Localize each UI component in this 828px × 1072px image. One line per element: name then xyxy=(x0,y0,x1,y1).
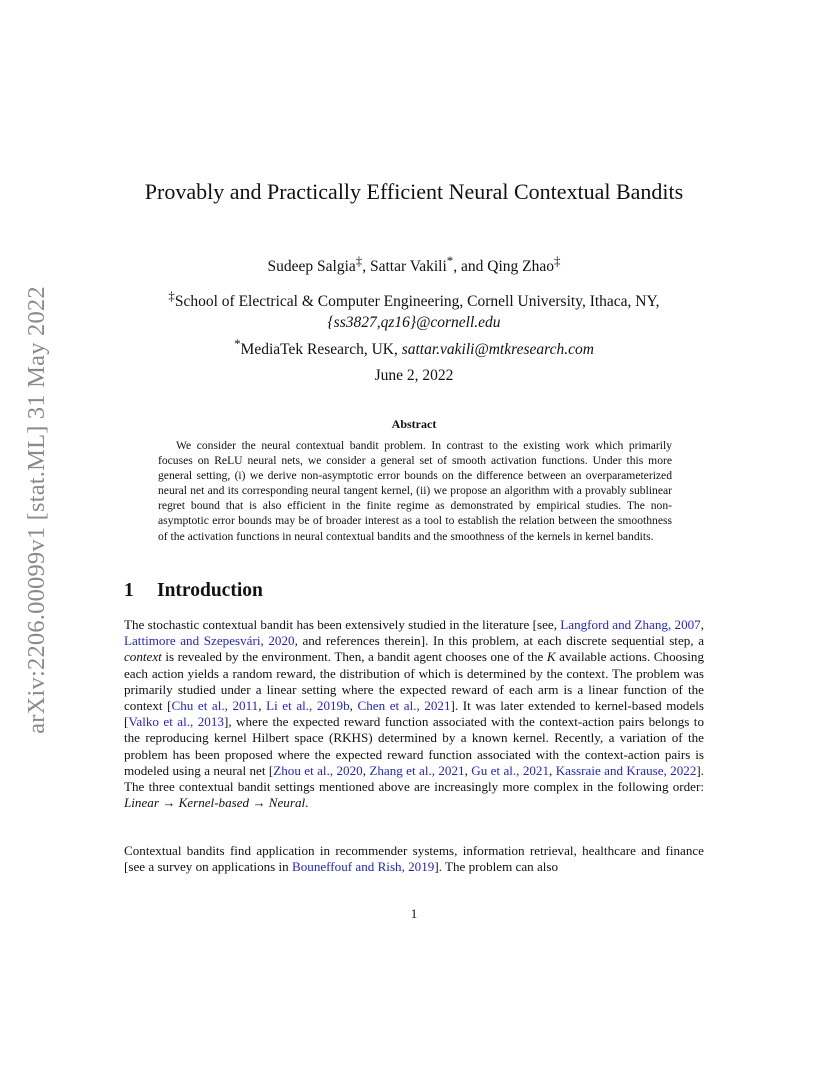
citation-link[interactable]: Langford and Zhang, 2007 xyxy=(560,617,701,632)
author-name: Sudeep Salgia xyxy=(267,258,356,276)
abstract-heading: Abstract xyxy=(391,417,437,431)
section-heading xyxy=(124,580,263,602)
text-run: ]. The three contextual bandit settings mentioned above are increasingly more complex in the following order: xyxy=(124,762,705,795)
author-conjunction: and xyxy=(460,258,484,276)
text-run: Contextual bandits find application in recommender systems, information retrieval, healthcare and finance [see a survey on applications in xyxy=(124,843,704,875)
text-run: available actions. Choosing each action yields a random reward, the distribution of which is determined by the context. The problem was primarily studied under a linear setting where the expected reward of each arm is a linear function of the context [ xyxy=(124,649,704,714)
text-run: , xyxy=(700,617,704,632)
text-run: , xyxy=(349,698,358,714)
affiliation-mark: * xyxy=(234,336,241,352)
intro-paragraph-2 xyxy=(124,843,704,875)
emphasis: Kernel-based xyxy=(178,795,250,811)
citation-link[interactable]: Valko et al., 2013 xyxy=(128,714,224,730)
text-run: , xyxy=(258,698,267,714)
affiliation-mediatek: MediaTek Research, UK, xyxy=(240,341,398,359)
affiliation-cornell: School of Electrical & Computer Engineering, Cornell University, Ithaca, NY, xyxy=(174,293,660,311)
text-run: , xyxy=(362,762,370,778)
author-name: Sattar Vakili xyxy=(370,258,447,276)
page-number: 1 xyxy=(410,906,418,921)
emphasis: Neural xyxy=(268,795,306,811)
citation-link[interactable]: Chen et al., 2021 xyxy=(357,698,451,714)
text-run: ], where the expected reward function associated with the context-action pairs belongs to the reproducing kernel Hilbert space (RKHS) determined by a known kernel. Recently, a variation of the problem has been proposed where the expected reward function associated with the context-action pairs is modeled using a neural net [ xyxy=(124,714,704,778)
text-run: , and references therein]. In this problem, at each discrete sequential step, a xyxy=(294,633,705,649)
arxiv-identifier: arXiv:2206.00099v1 [stat.ML] 31 May 2022 xyxy=(23,286,50,734)
affiliation-mark: ‡ xyxy=(355,253,363,268)
text-run: , xyxy=(464,762,472,778)
arrow-symbol: → xyxy=(249,795,269,811)
affiliation-mark: ‡ xyxy=(553,253,561,268)
affiliation-mark: ‡ xyxy=(168,288,175,303)
math-symbol: K xyxy=(546,649,556,665)
arrow-symbol: → xyxy=(158,795,179,811)
author-name: Qing Zhao xyxy=(487,258,554,276)
citation-link[interactable]: Lattimore and Szepesvári, 2020 xyxy=(124,633,295,649)
affiliations xyxy=(120,285,708,360)
text-run: , xyxy=(549,762,556,778)
text-run: ]. The problem can also xyxy=(434,859,559,875)
affiliation-mark: * xyxy=(446,253,454,268)
text-run: ]. It was later extended to kernel-based models [ xyxy=(124,698,705,730)
mediatek-email: sattar.vakili@mtkresearch.com xyxy=(401,341,594,359)
citation-link[interactable]: Gu et al., 2021 xyxy=(471,762,550,778)
text-run: The stochastic contextual bandit has been extensively studied in the literature [see, xyxy=(124,617,561,632)
abstract-text: We consider the neural contextual bandit problem. In contrast to the existing work which primarily focuses on ReLU neural nets, we consider a general set of smooth activation functions. Under this more general setting, (i) we derive non-asymptotic error bounds on the difference between an overparameterized neural net and its corresponding neural tangent kernel, (ii) we propose an algorithm with a provably sublinear regret bound that is also efficient in the finite regime as demonstrated by empirical studies. The non-asymptotic error bounds may be of broader interest as a tool to establish the relation between the smoothness of the activation functions in neural contextual bandits and the smoothness of the kernels in kernel bandits. xyxy=(158,439,672,543)
author-list: Sudeep Salgia‡, Sattar Vakili*, and Qing Zhao‡ xyxy=(267,253,561,276)
emphasis: Linear xyxy=(124,795,159,811)
text-run: . xyxy=(305,795,309,811)
section-number: 1 xyxy=(124,580,134,601)
citation-link[interactable]: Zhang et al., 2021 xyxy=(369,762,465,778)
section-title: Introduction xyxy=(157,580,263,601)
citation-link[interactable]: Li et al., 2019b xyxy=(266,698,350,714)
text-run: is revealed by the environment. Then, a bandit agent chooses one of the xyxy=(161,649,547,665)
cornell-email: {ss3827,qz16}@cornell.edu xyxy=(327,314,501,332)
emphasis: context xyxy=(124,649,162,665)
paper-date: June 2, 2022 xyxy=(374,367,454,384)
citation-link[interactable]: Kassraie and Krause, 2022 xyxy=(555,762,697,778)
paper-title: Provably and Practically Efficient Neural Contextual Bandits xyxy=(144,179,684,204)
citation-link[interactable]: Chu et al., 2011 xyxy=(171,698,259,714)
citation-link[interactable]: Bouneffouf and Rish, 2019 xyxy=(292,859,435,875)
citation-link[interactable]: Zhou et al., 2020 xyxy=(273,762,363,778)
intro-paragraph-1 xyxy=(124,617,704,811)
